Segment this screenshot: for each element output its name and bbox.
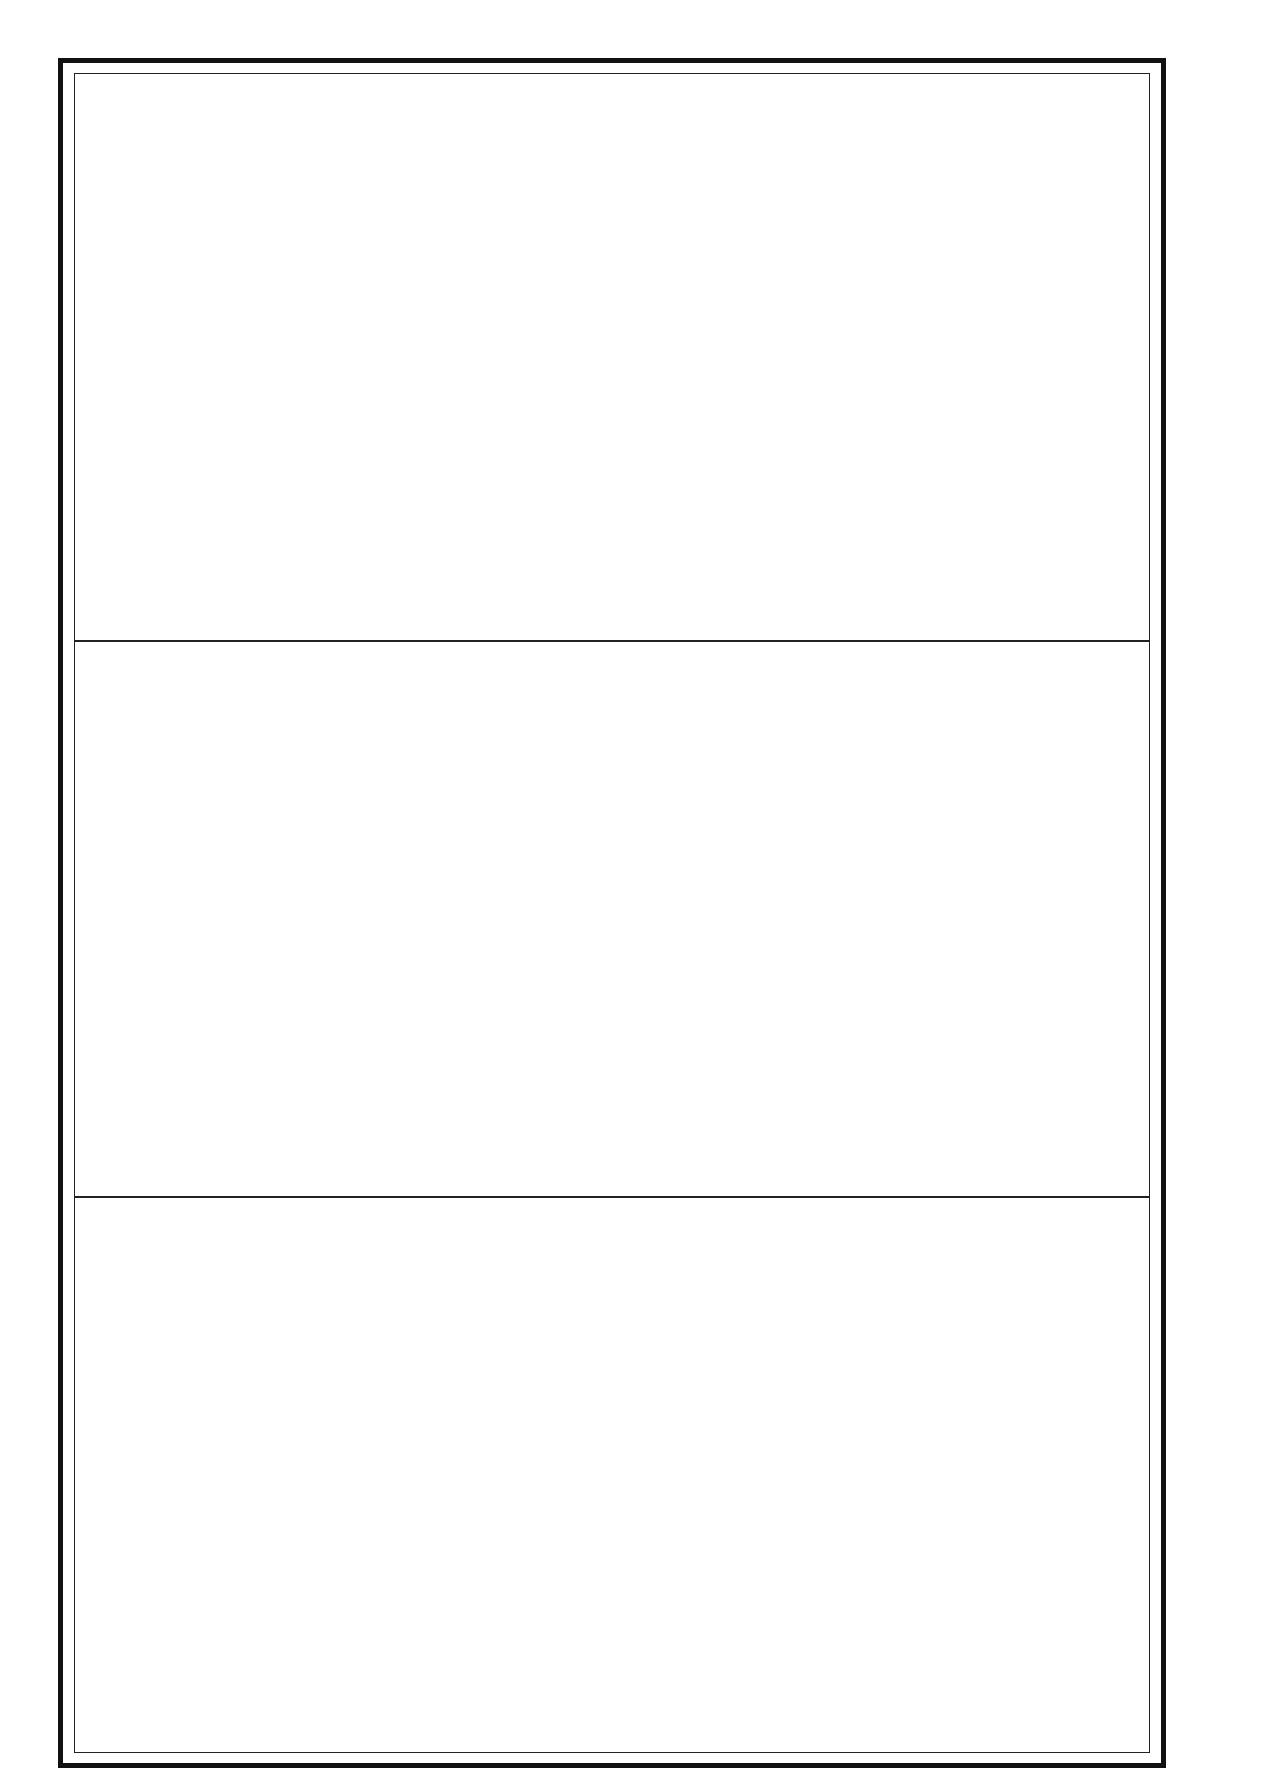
- panel-top: [75, 74, 1149, 642]
- inner-border: [74, 73, 1150, 1753]
- panel-bottom: [75, 1198, 1149, 1752]
- margin-book-title: [8, 200, 41, 230]
- panel-middle: [75, 640, 1149, 1198]
- page-frame: [58, 58, 1166, 1768]
